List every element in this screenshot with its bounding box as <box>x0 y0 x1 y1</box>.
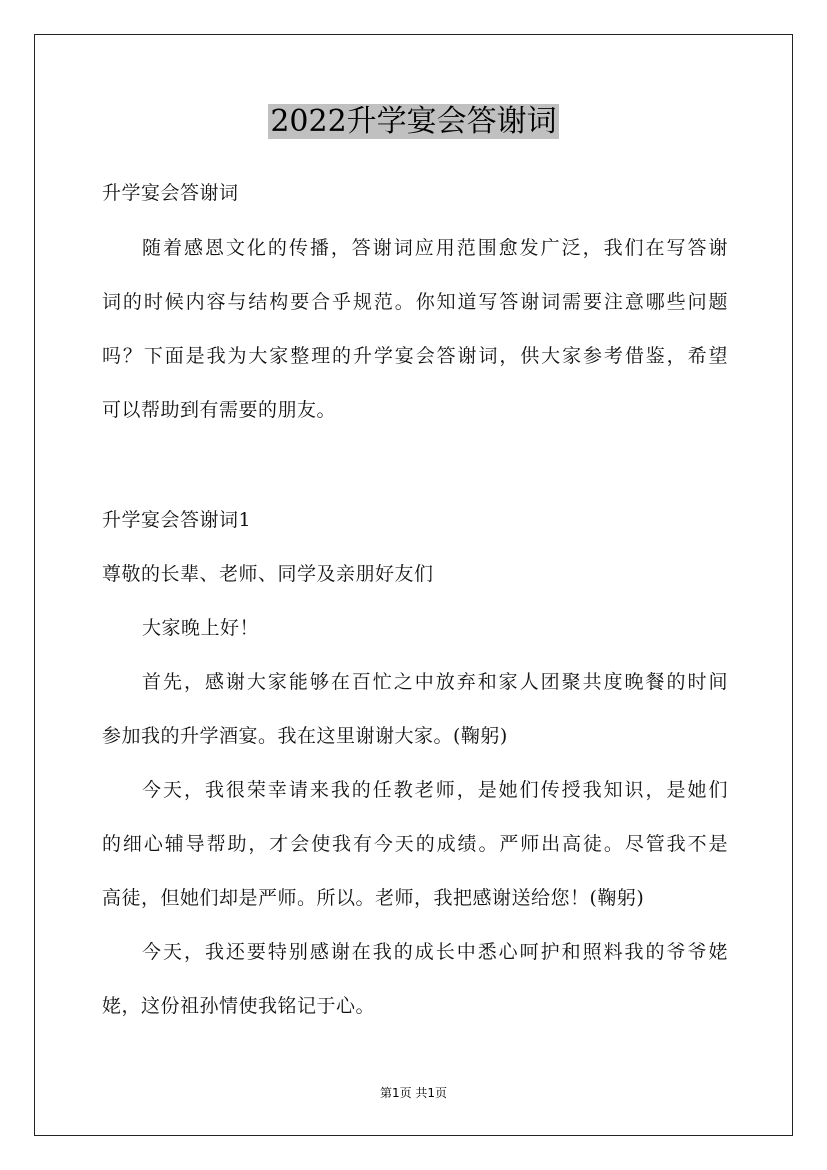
paragraph-line: 高徒，但她们却是严师。所以。老师，我把感谢送给您！(鞠躬) <box>102 887 645 909</box>
paragraph-line: 参加我的升学酒宴。我在这里谢谢大家。(鞠躬) <box>102 725 508 747</box>
greeting: 大家晚上好！ <box>142 617 260 639</box>
section-heading: 升学宴会答谢词1 <box>102 509 252 531</box>
paragraph-line: 随着感恩文化的传播，答谢词应用范围愈发广泛，我们在写答谢 <box>142 237 728 259</box>
paragraph-line: 姥，这份祖孙情使我铭记于心。 <box>102 995 376 1017</box>
page-footer: 第1页 共1页 <box>379 1086 448 1100</box>
paragraph-line: 的细心辅导帮助，才会使我有今天的成绩。严师出高徒。尽管我不是 <box>102 833 728 855</box>
paragraph-line: 今天，我很荣幸请来我的任教老师，是她们传授我知识，是她们 <box>142 779 728 801</box>
paragraph-line: 吗？下面是我为大家整理的升学宴会答谢词，供大家参考借鉴，希望 <box>102 345 728 367</box>
paragraph-line: 首先，感谢大家能够在百忙之中放弃和家人团聚共度晚餐的时间 <box>142 671 728 693</box>
paragraph-line: 可以帮助到有需要的朋友。 <box>102 399 337 421</box>
paragraph-line: 今天，我还要特别感谢在我的成长中悉心呵护和照料我的爷爷姥 <box>142 941 728 963</box>
document-title: 2022升学宴会答谢词 <box>270 104 557 139</box>
paragraph-line: 词的时候内容与结构要合乎规范。你知道写答谢词需要注意哪些问题 <box>102 291 728 313</box>
salutation: 尊敬的长辈、老师、同学及亲朋好友们 <box>102 563 434 585</box>
section-heading: 升学宴会答谢词 <box>102 182 239 204</box>
